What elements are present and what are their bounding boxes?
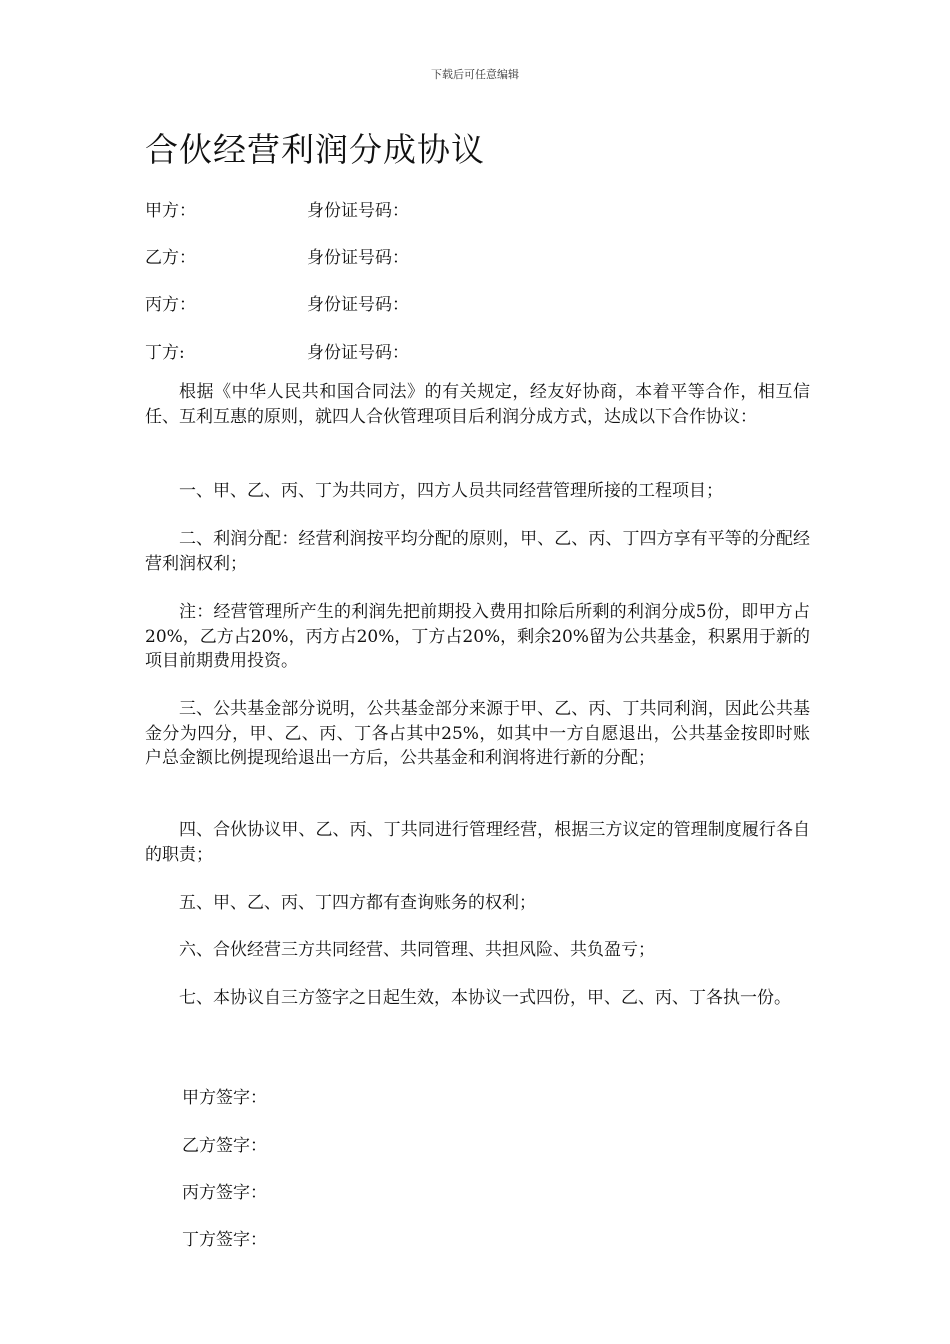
signature-line-b: 乙方签字： xyxy=(182,1136,267,1156)
party-id-label: 身份证号码： xyxy=(307,201,409,221)
party-id-label: 身份证号码： xyxy=(307,343,409,363)
party-label: 丙方： xyxy=(145,295,196,315)
party-row-c xyxy=(145,290,805,318)
party-label: 丁方: xyxy=(145,343,185,363)
signature-line-d: 丁方签字： xyxy=(182,1230,267,1250)
party-row-d xyxy=(145,338,805,366)
paragraph-preamble: 根据《中华人民共和国合同法》的有关规定，经友好协商，本着平等合作，相互信任、互利互惠的原则，就四人合伙管理项目后利润分成方式，达成以下合作协议： xyxy=(145,382,810,427)
paragraph-clause-2: 二、利润分配：经营利润按平均分配的原则，甲、乙、丙、丁四方享有平等的分配经营利润权利； xyxy=(145,529,810,574)
signature-line-c: 丙方签字： xyxy=(182,1183,267,1203)
party-label: 乙方： xyxy=(145,248,196,268)
party-row-a xyxy=(145,196,805,224)
document-title: 合伙经营利润分成协议 xyxy=(145,130,485,169)
party-row-b xyxy=(145,243,805,271)
signature-line-a: 甲方签字： xyxy=(182,1088,267,1108)
paragraph-clause-1: 一、甲、乙、丙、丁为共同方，四方人员共同经营管理所接的工程项目； xyxy=(179,481,723,501)
paragraph-clause-4: 四、合伙协议甲、乙、丙、丁共同进行管理经营，根据三方议定的管理制度履行各自的职责； xyxy=(145,820,810,865)
paragraph-clause-3: 三、公共基金部分说明，公共基金部分来源于甲、乙、丙、丁共同利润，因此公共基金分为四分，甲、乙、丙、丁各占其中25%，如其中一方自愿退出，公共基金按即时账户总金额比例提现给退出一方后，公共基金和利润将进行新的分配； xyxy=(145,699,810,768)
header-note: 下载后可任意编辑 xyxy=(431,68,519,81)
party-id-label: 身份证号码： xyxy=(307,295,409,315)
paragraph-note: 注：经营管理所产生的利润先把前期投入费用扣除后所剩的利润分成5份，即甲方占20%，乙方占20%，丙方占20%，丁方占20%，剩余20%留为公共基金，积累用于新的项目前期费用投资。 xyxy=(145,602,810,671)
party-label: 甲方： xyxy=(145,201,196,221)
party-id-label: 身份证号码： xyxy=(307,248,409,268)
paragraph-clause-5: 五、甲、乙、丙、丁四方都有查询账务的权利； xyxy=(179,893,536,913)
paragraph-clause-7: 七、本协议自三方签字之日起生效，本协议一式四份，甲、乙、丙、丁各执一份。 xyxy=(179,988,791,1008)
paragraph-clause-6: 六、合伙经营三方共同经营、共同管理、共担风险、共负盈亏； xyxy=(179,940,655,960)
